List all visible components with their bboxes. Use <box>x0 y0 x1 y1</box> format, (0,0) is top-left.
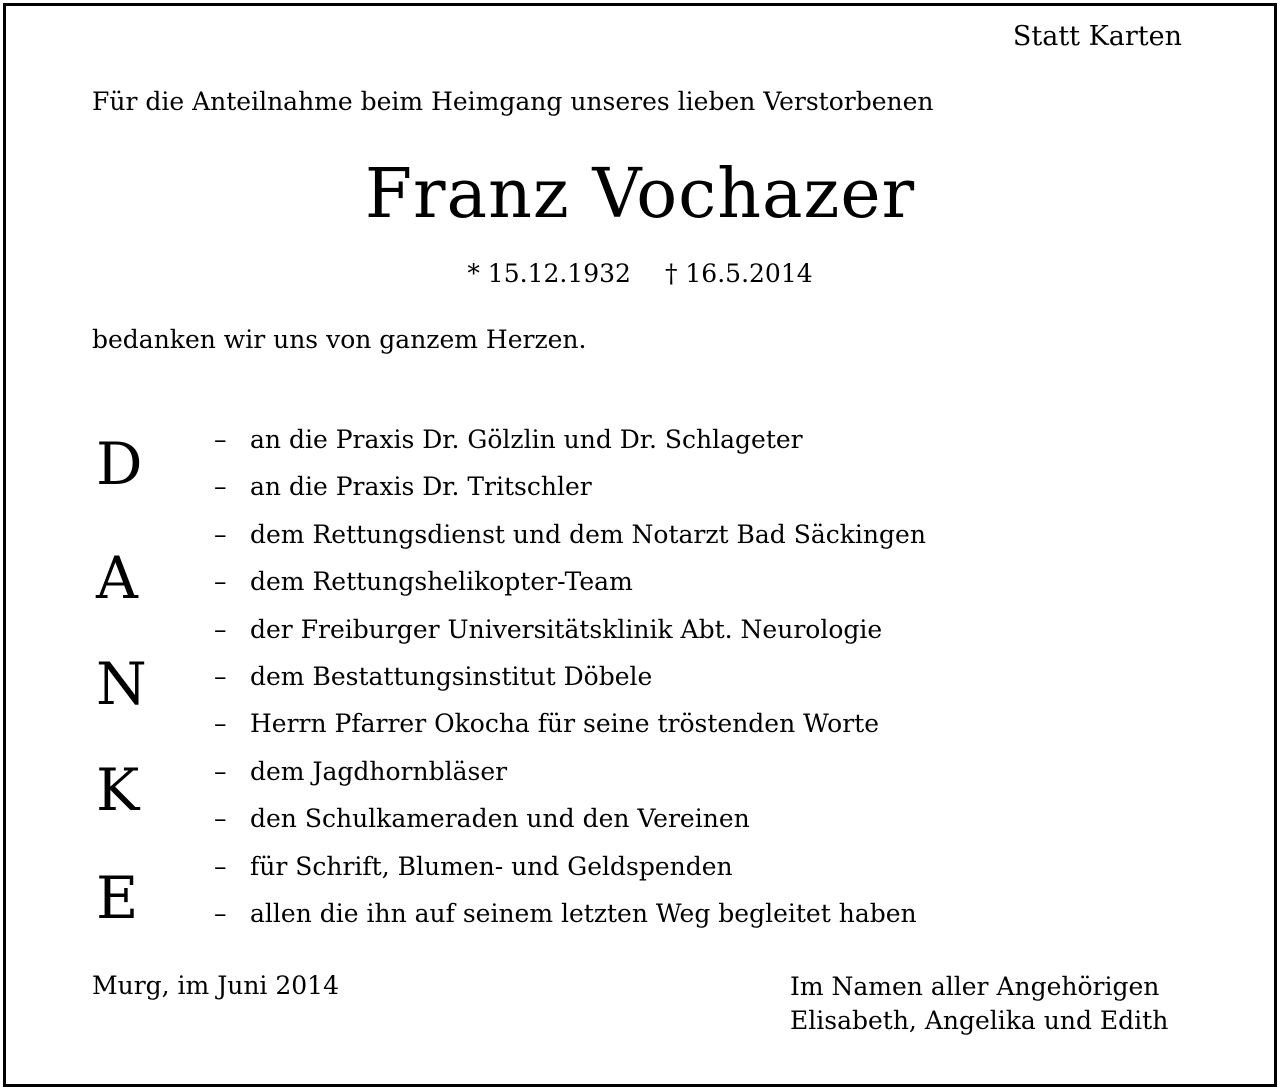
list-item: – dem Bestattungsinstitut Döbele <box>214 659 926 706</box>
birth-date: * 15.12.1932 <box>467 259 631 288</box>
list-item: – für Schrift, Blumen- und Geldspenden <box>214 849 926 896</box>
dash-icon: – <box>214 851 227 881</box>
thanks-sentence: bedanken wir uns von ganzem Herzen. <box>92 325 587 354</box>
signature-line-2: Elisabeth, Angelika und Edith <box>790 1006 1169 1035</box>
list-item: – den Schulkameraden und den Vereinen <box>214 801 926 848</box>
list-item: – an die Praxis Dr. Tritschler <box>214 469 926 516</box>
dash-icon: – <box>214 898 227 928</box>
dash-icon: – <box>214 472 227 502</box>
dash-icon: – <box>214 614 227 644</box>
list-item: – allen die ihn auf seinem letzten Weg begleitet haben <box>214 896 926 943</box>
list-item: – an die Praxis Dr. Gölzlin und Dr. Schlageter <box>214 422 926 469</box>
thanks-list <box>214 422 926 943</box>
deceased-name: Franz Vochazer <box>364 155 916 234</box>
death-date: † 16.5.2014 <box>664 259 813 288</box>
list-item: – dem Rettungsdienst und dem Notarzt Bad Säckingen <box>214 517 926 564</box>
dash-icon: – <box>214 661 227 691</box>
signature-block <box>790 970 1168 1038</box>
list-item: – der Freiburger Universitätsklinik Abt. Neurologie <box>214 612 926 659</box>
list-item: – dem Rettungshelikopter-Team <box>214 564 926 611</box>
place-date: Murg, im Juni 2014 <box>92 971 339 1000</box>
life-dates <box>0 258 1280 290</box>
danke-letter-d: D <box>96 430 143 498</box>
danke-letter-a: A <box>96 544 138 612</box>
intro-text: Für die Anteilnahme beim Heimgang unseres lieben Verstorbenen <box>92 87 934 116</box>
dash-icon: – <box>214 804 227 834</box>
danke-letter-e: E <box>96 864 139 932</box>
dash-icon: – <box>214 756 227 786</box>
list-item: – dem Jagdhornbläser <box>214 754 926 801</box>
dash-icon: – <box>214 425 227 454</box>
statt-karten-note: Statt Karten <box>1012 21 1182 52</box>
list-item: – Herrn Pfarrer Okocha für seine tröstenden Worte <box>214 706 926 753</box>
dash-icon: – <box>214 567 227 597</box>
danke-letter-n: N <box>96 650 147 718</box>
dash-icon: – <box>214 709 227 739</box>
dash-icon: – <box>214 519 227 549</box>
danke-letter-k: K <box>96 756 140 824</box>
signature-line-1: Im Namen aller Angehörigen <box>790 972 1160 1001</box>
